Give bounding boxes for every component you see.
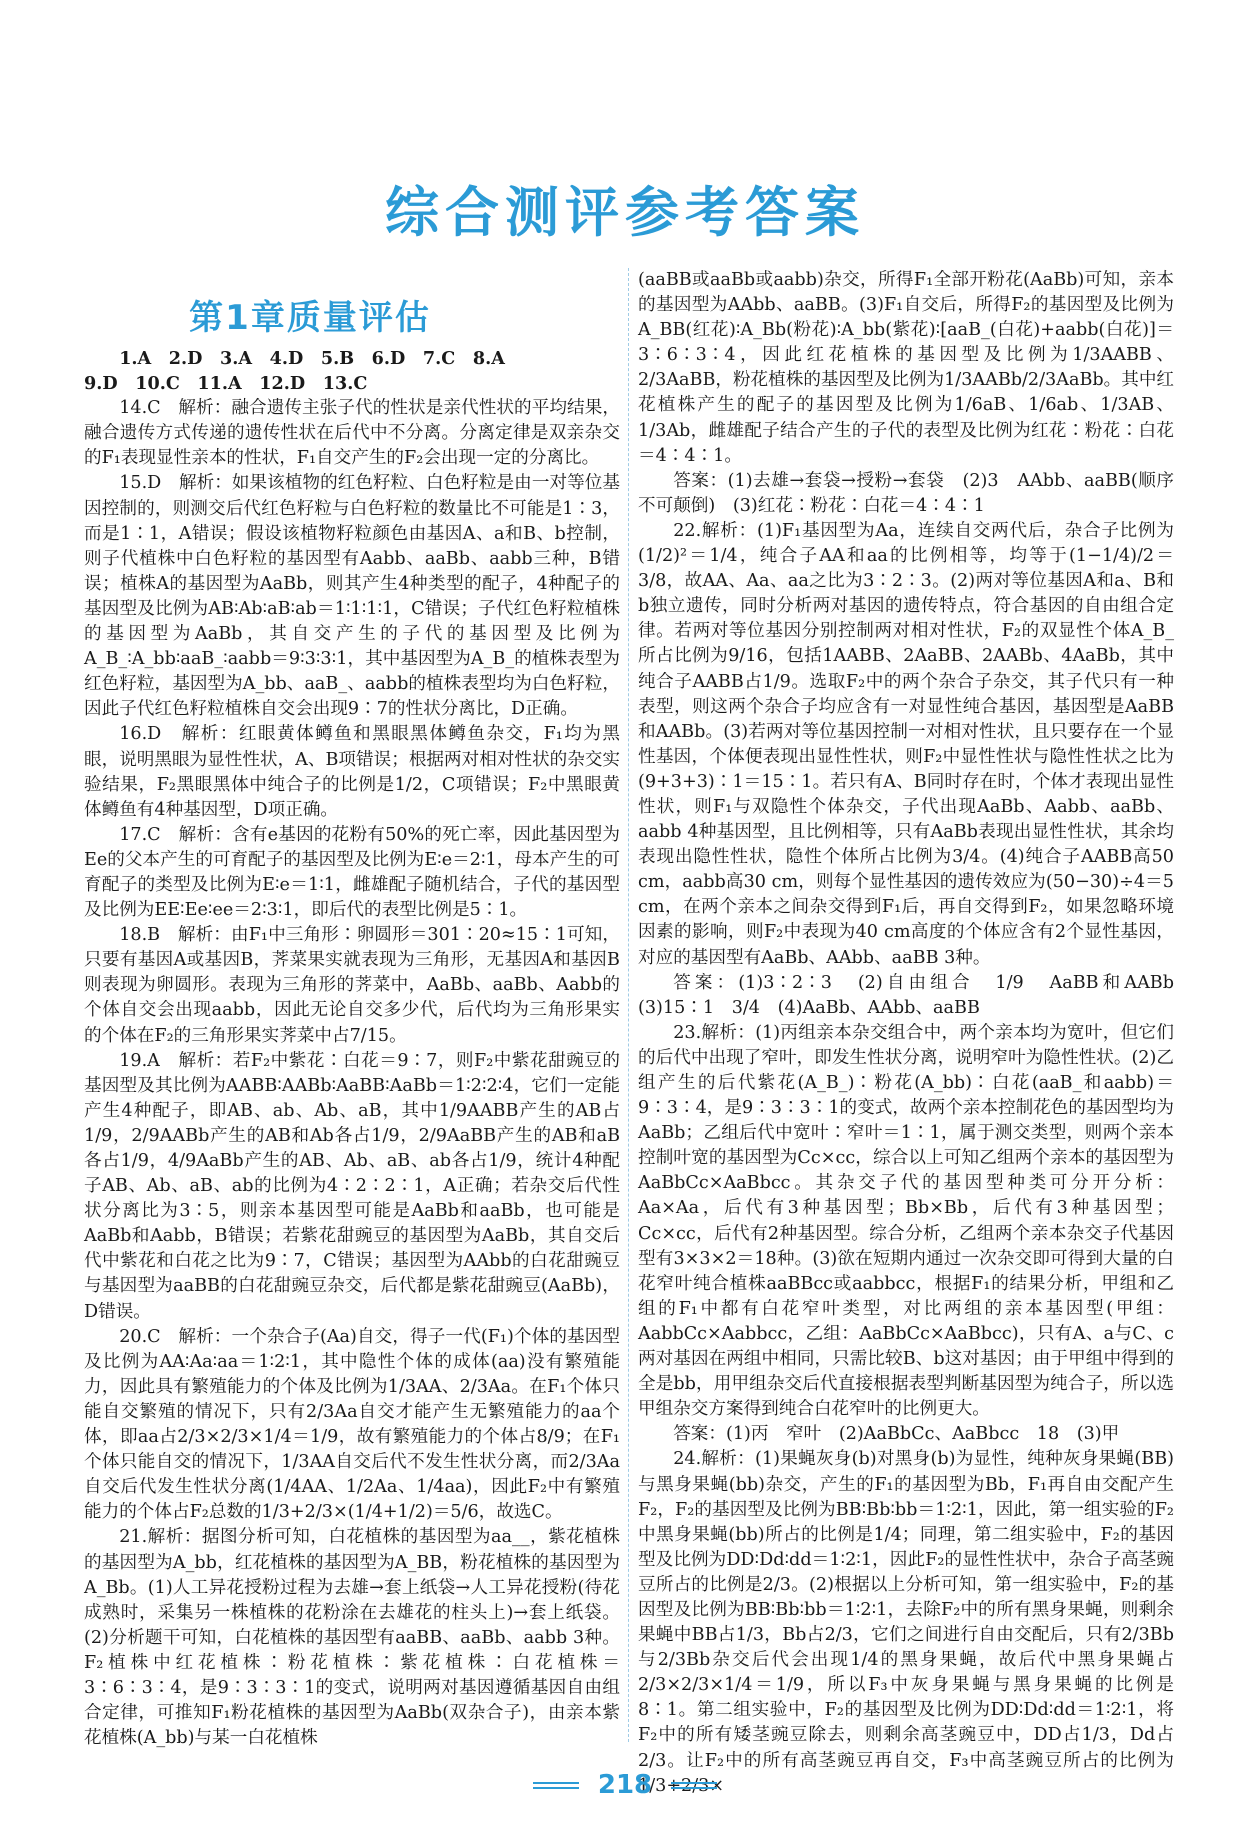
answer-paragraph: 17.C 解析：含有e基因的花粉有50%的死亡率，因此基因型为Ee的父本产生的可育配子的基因型及比例为E∶e＝2∶1，母本产生的可育配子的类型及比例为E∶e＝1∶1，雌雄配子随机结合，子代的基因型及比例为EE∶Ee∶ee＝2∶3∶1，即后代的表型比例是5∶1。 <box>84 824 620 921</box>
footer-decoration-right <box>671 1782 717 1789</box>
answer-paragraph: 21.解析：据图分析可知，白花植株的基因型为aa__，紫花植株的基因型为A_bb，红花植株的基因型为A_BB，粉花植株的基因型为A_Bb。(1)人工异花授粉过程为去雄→套上纸袋→人工异花授粉(待花成熟时，采集另一株植株的花粉涂在去雄花的柱头上)→套上纸袋。(2)分析题干可知，白花植株的基因型有aaBB、aaBb、aabb 3种。F₂植株中红花植株∶粉花植株∶紫花植株∶白花植株＝3∶6∶3∶4，是9∶3∶3∶1的变式，说明两对基因遵循基因自由组合定律，可推知F₁粉花植株的基因型为AaBb(双杂合子)，由亲本紫花植株(A_bb)与某一白花植株 <box>84 1527 620 1749</box>
answer-paragraph: 18.B 解析：由F₁中三角形∶卵圆形＝301∶20≈15∶1可知，只要有基因A或基因B，荠菜果实就表现为三角形，无基因A和基因B则表现为卵圆形。表现为三角形的荠菜中，AaBb、aaBb、Aabb的个体自交会出现aabb，因此无论自交多少代，后代均为三角形果实的个体在F₂的三角形果实荠菜中占7/15。 <box>84 925 620 1046</box>
left-column <box>84 346 620 1749</box>
answer-paragraph: 16.D 解析：红眼黄体鳟鱼和黑眼黑体鳟鱼杂交，F₁均为黑眼，说明黑眼为显性性状，A、B项错误；根据两对相对性状的杂交实验结果，F₂黑眼黑体中纯合子的比例是1/2，C项错误；F₂中黑眼黄体鳟鱼有4种基因型，D项正确。 <box>84 724 620 820</box>
answer-key: 答案：(1)3∶2∶3 (2)自由组合 1/9 AaBB和AABb (3)15∶1 3/4 (4)AaBb、AAbb、aaBB <box>638 972 1192 1018</box>
right-column <box>638 268 1192 1796</box>
answer-paragraph: 20.C 解析：一个杂合子(Aa)自交，得子一代(F₁)个体的基因型及比例为AA∶Aa∶aa＝1∶2∶1，其中隐性个体的成体(aa)没有繁殖能力，因此具有繁殖能力的个体及比例为1/3AA、2/3Aa。在F₁个体只能自交繁殖的情况下，只有2/3Aa自交才能产生无繁殖能力的aa个体，即aa占2/3×2/3×1/4＝1/9，故有繁殖能力的个体占8/9；在F₁个体只能自交的情况下，1/3AA自交后代不发生性状分离，而2/3Aa自交后代发生性状分离(1/4AA、1/2Aa、1/4aa)，因此F₂中有繁殖能力的个体占F₂总数的1/3+2/3×(1/4+1/2)＝5/6，故选C。 <box>84 1326 620 1523</box>
page-footer <box>0 1770 1250 1800</box>
mc-answers-line-2: 9.D 10.C 11.A 12.D 13.C <box>84 373 368 395</box>
answer-paragraph: 19.A 解析：若F₂中紫花∶白花＝9∶7，则F₂中紫花甜豌豆的基因型及其比例为AABB∶AABb∶AaBB∶AaBb＝1∶2∶2∶4，它们一定能产生4种配子，即AB、ab、Ab、aB，其中1/9AABB产生的AB占1/9，2/9AABb产生的AB和Ab各占1/9，2/9AaBB产生的AB和aB各占1/9，4/9AaBb产生的AB、Ab、aB、ab各占1/9，统计4种配子AB、Ab、aB、ab的比例为4∶2∶2∶1，A正确；若杂交后代性状分离比为3∶5，则亲本基因型可能是AaBb和aaBb，也可能是AaBb和Aabb，B错误；若紫花甜豌豆的基因型为AaBb，其自交后代中紫花和白花之比为9∶7，C错误；基因型为AAbb的白花甜豌豆与基因型为aaBB的白花甜豌豆杂交，后代都是紫花甜豌豆(AaBb)，D错误。 <box>84 1050 620 1322</box>
answer-key: 答案：(1)丙 窄叶 (2)AaBbCc、AaBbcc 18 (3)甲 <box>673 1424 1120 1445</box>
column-divider <box>628 268 629 1742</box>
answer-paragraph: (aaBB或aaBb或aabb)杂交，所得F₁全部开粉花(AaBb)可知，亲本的基因型为AAbb、aaBB。(3)F₁自交后，所得F₂的基因型及比例为A_BB(红花)∶A_Bb(粉花)∶A_bb(紫花)∶[aaB_(白花)+aabb(白花)]＝3∶6∶3∶4，因此红花植株的基因型及比例为1/3AABB、2/3AaBB，粉花植株的基因型及比例为1/3AABb/2/3AaBb。其中红花植株产生的配子的基因型及比例为1/6aB、1/6ab、1/3AB、1/3Ab，雌雄配子结合产生的子代的表型及比例为红花∶粉花∶白花＝4∶4∶1。 <box>638 270 1175 466</box>
answer-paragraph: 15.D 解析：如果该植物的红色籽粒、白色籽粒是由一对等位基因控制的，则测交后代红色籽粒与白色籽粒的数量比不可能是1∶3，而是1∶1，A错误；假设该植物籽粒颜色由基因A、a和B、b控制，则子代植株中白色籽粒的基因型有Aabb、aaBb、aabb三种，B错误；植株A的基因型为AaBb，则其产生4种类型的配子，4种配子的基因型及比例为AB∶Ab∶aB∶ab＝1∶1∶1∶1，C错误；子代红色籽粒植株的基因型为AaBb，其自交产生的子代的基因型及比例为A_B_∶A_bb∶aaB_∶aabb＝9∶3∶3∶1，其中基因型为A_B_的植株表型为红色籽粒，基因型为A_bb、aaB_、aabb的植株表型均为白色籽粒，因此子代红色籽粒植株自交会出现9∶7的性状分离比，D正确。 <box>84 473 620 720</box>
chapter-title: 第1章质量评估 <box>189 298 431 338</box>
footer-decoration-left <box>533 1782 579 1789</box>
answer-key: 答案：(1)去雄→套袋→授粉→套袋 (2)3 AAbb、aaBB(顺序不可颠倒) (3)红花∶粉花∶白花＝4∶4∶1 <box>638 470 1174 516</box>
page-number: 218 <box>597 1770 653 1800</box>
answer-paragraph: 14.C 解析：融合遗传主张子代的性状是亲代性状的平均结果，融合遗传方式传递的遗传性状在后代中不分离。分离定律是双亲杂交的F₁表现显性亲本的性状，F₁自交产生的F₂会出现一定的分离比。 <box>84 398 620 469</box>
answer-paragraph: 22.解析：(1)F₁基因型为Aa，连续自交两代后，杂合子比例为(1/2)²＝1/4，纯合子AA和aa的比例相等，均等于(1−1/4)/2＝3/8，故AA、Aa、aa之比为3∶2∶3。(2)两对等位基因A和a、B和b独立遗传，同时分析两对基因的遗传特点，符合基因的自由组合定律。若两对等位基因分别控制两对相对性状，F₂的双显性个体A_B_所占比例为9/16，包括1AABB、2AaBB、2AABb、4AaBb，其中纯合子AABB占1/9。选取F₂中的两个杂合子杂交，其子代只有一种表型，则这两个杂合子均应含有一对显性纯合基因，基因型是AaBB和AABb。(3)若两对等位基因控制一对相对性状，且只要存在一个显性基因，个体便表现出显性性状，则F₂中显性性状与隐性性状之比为(9+3+3)∶1＝15∶1。若只有A、B同时存在时，个体才表现出显性性状，则F₁与双隐性个体杂交，子代出现AaBb、Aabb、aaBb、aabb 4种基因型，且比例相等，只有AaBb表现出显性性状，其余均表现出隐性性状，隐性个体所占比例为3/4。(4)纯合子AABB高50 cm，aabb高30 cm，则每个显性基因的遗传效应为(50−30)÷4＝5 cm，在两个亲本之间杂交得到F₁后，再自交得到F₂，如果忽略环境因素的影响，则F₂中表现为40 cm高度的个体应含有2个显性基因，对应的基因型有AaBb、AAbb、aaBB 3种。 <box>638 520 1174 968</box>
main-title: 综合测评参考答案 <box>385 181 865 244</box>
answer-paragraph: 23.解析：(1)丙组亲本杂交组合中，两个亲本均为宽叶，但它们的后代中出现了窄叶，即发生性状分离，说明窄叶为隐性性状。(2)乙组产生的后代紫花(A_B_)∶粉花(A_bb)∶白花(aaB_和aabb)＝9∶3∶4，是9∶3∶3∶1的变式，故两个亲本控制花色的基因型均为AaBb；乙组后代中宽叶∶窄叶＝1∶1，属于测交类型，则两个亲本控制叶宽的基因型为Cc×cc，综合以上可知乙组两个亲本的基因型为AaBbCc×AaBbcc。其杂交子代的基因型种类可分开分析：Aa×Aa，后代有3种基因型；Bb×Bb，后代有3种基因型；Cc×cc，后代有2种基因型。综合分析，乙组两个亲本杂交子代基因型有3×3×2＝18种。(3)欲在短期内通过一次杂交即可得到大量的白花窄叶纯合植株aaBBcc或aabbcc，根据F₁的结果分析，甲组和乙组的F₁中都有白花窄叶类型，对比两组的亲本基因型(甲组：AabbCc×Aabbcc，乙组：AaBbCc×AaBbcc)，只有A、a与C、c两对基因在两组中相同，只需比较B、b这对基因；由于甲组中得到的全是bb，用甲组杂交后代直接根据表型判断基因型为纯合子，所以选甲组杂交方案得到纯合白花窄叶的比例更大。 <box>638 1022 1174 1420</box>
answer-paragraph: 24.解析：(1)果蝇灰身(b)对黑身(b)为显性，纯种灰身果蝇(BB)与黑身果蝇(bb)杂交，产生的F₁的基因型为Bb，F₁再自由交配产生F₂，F₂的基因型及比例为BB∶Bb∶bb＝1∶2∶1，因此，第一组实验的F₂中黑身果蝇(bb)所占的比例是1/4；同理，第二组实验中，F₂的基因型及比例为DD∶Dd∶dd＝1∶2∶1，因此F₂的显性性状中，杂合子高茎豌豆所占的比例是2/3。(2)根据以上分析可知，第一组实验中，F₂的基因型及比例为BB∶Bb∶bb＝1∶2∶1，去除F₂中的所有黑身果蝇，则剩余果蝇中BB占1/3，Bb占2/3，它们之间进行自由交配后，只有2/3Bb与2/3Bb杂交后代会出现1/4的黑身果蝇，故后代中黑身果蝇占2/3×2/3×1/4＝1/9，所以F₃中灰身果蝇与黑身果蝇的比例是8∶1。第二组实验中，F₂的基因型及比例为DD∶Dd∶dd＝1∶2∶1，将F₂中的所有矮茎豌豆除去，则剩余高茎豌豆中，DD占1/3，Dd占2/3。让F₂中的所有高茎豌豆再自交，F₃中高茎豌豆所占的比例为1/3+2/3× <box>638 1449 1174 1796</box>
mc-answers-line-1: 1.A 2.D 3.A 4.D 5.B 6.D 7.C 8.A <box>119 348 505 369</box>
